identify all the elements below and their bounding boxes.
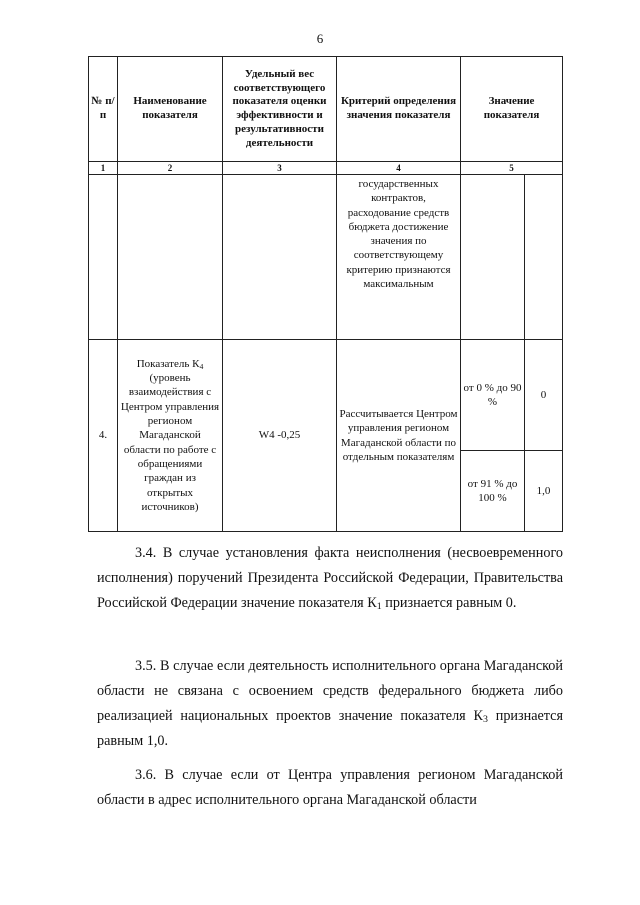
row4-criterion: Рассчитывается Центром управления регионом Магаданской области по отдельным показателям [337,340,461,532]
col-number-1: 1 [89,162,118,175]
header-value: Значение показателя [461,57,563,162]
table-row-continued [89,175,563,340]
col-number-2: 2 [118,162,223,175]
row4-name: Показатель $К_4$ (уровень взаимодействия с Центром управления регионом Магаданской области по работе с обращениями граждан из открытых источников) [118,340,223,532]
col-number-4: 4 [337,162,461,175]
header-weight: Удельный вес соответствующего показателя оценки эффективности и результативности деятельности [223,57,337,162]
row4-number: 4. [89,340,118,532]
col-number-5: 5 [461,162,563,175]
paragraph-3-6: 3.6. В случае если от Центра управления регионом Магаданской области в адрес исполнительного органа Магаданской области [97,767,563,808]
row4-weight: W4 -0,25 [223,340,337,532]
table-row-4 [89,340,563,451]
row4-value-2: 1,0 [525,451,563,532]
row4-value-1: 0 [525,340,563,451]
paragraph-3-5: 3.5. В случае если деятельность исполнительного органа Магаданской области не связана с освоением средств федерального бюджета либо реализацией национальных проектов значение показателя $К_3$ признается равным 1,0. [97,658,563,749]
col-number-3: 3 [223,162,337,175]
header-name: Наименование показателя [118,57,223,162]
row4-range-1: от 0 % до 90 % [461,340,525,451]
continued-criterion-cell: государственных контрактов, расходование средств бюджета достижение значения по соответствующему критерию признаются максимальным [337,175,461,340]
header-number: № п/п [89,57,118,162]
header-criterion: Критерий определения значения показателя [337,57,461,162]
row4-range-2: от 91 % до 100 % [461,451,525,532]
paragraph-3-4: 3.4. В случае установления факта неисполнения (несвоевременного исполнения) поручений Президента Российской Федерации, Правительства Российской Федерации значение показателя $К_1$ признается равным 0. [97,545,563,612]
column-numbers-row [89,162,563,175]
page-number: 6 [316,31,324,46]
table-header-row [89,57,563,162]
indicators-table [88,56,563,532]
